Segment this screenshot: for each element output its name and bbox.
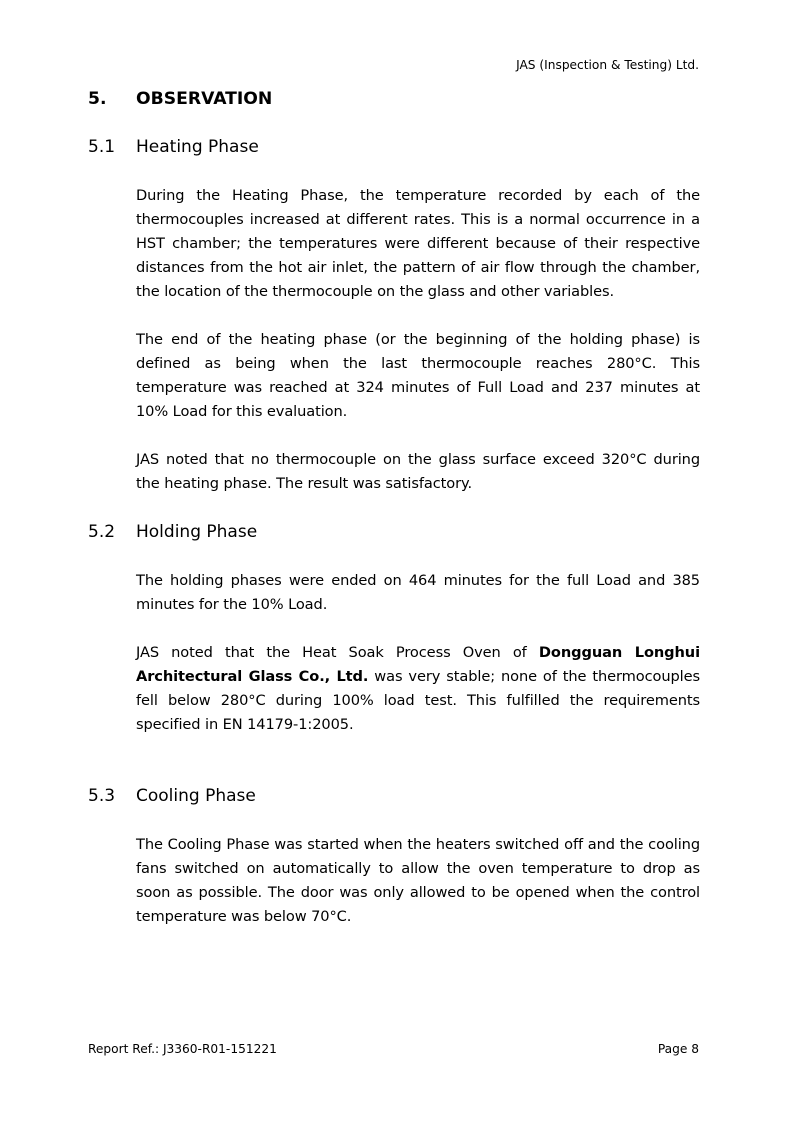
footer-report-ref: Report Ref.: J3360-R01-151221 — [88, 1042, 277, 1056]
subsection-title: Heating Phase — [136, 137, 259, 157]
section-heading — [88, 88, 272, 110]
subsection-holding-heading — [88, 521, 257, 543]
subsection-number: 5.1 — [88, 137, 116, 157]
subsection-number: 5.3 — [88, 786, 116, 806]
section-title: OBSERVATION — [136, 89, 273, 109]
subsection-cooling-heading — [88, 785, 256, 807]
page-header-company: JAS (Inspection & Testing) Ltd. — [516, 58, 699, 72]
subsection-title: Cooling Phase — [136, 786, 256, 806]
cooling-paragraph-1: The Cooling Phase was started when the heaters switched off and the cooling fans switched on automatically to allow the oven temperature to drop as soon as possible. The door was only allowed to be opened when the control temperature was below 70°C. — [136, 836, 700, 925]
holding-paragraph-2-text-before: JAS noted that the Heat Soak Process Oven of — [136, 644, 539, 661]
holding-paragraph-2 — [136, 641, 700, 737]
heating-paragraph-1: During the Heating Phase, the temperature recorded by each of the thermocouples increased at different rates. This is a normal occurrence in a HST chamber; the temperatures were different because of their respective distances from the hot air inlet, the pattern of air flow through the chamber, the location of the thermocouple on the glass and other variables. — [136, 187, 700, 300]
company-name-bold: Dongguan Longhui Architectural Glass Co., Ltd. — [136, 644, 700, 685]
holding-paragraph-1: The holding phases were ended on 464 minutes for the full Load and 385 minutes for the 10% Load. — [136, 572, 700, 613]
subsection-title: Holding Phase — [136, 522, 258, 542]
holding-paragraph-2-text-after: was very stable; none of the thermocouples fell below 280°C during 100% load test. This fulfilled the requirements specified in EN 14179-1:2005. — [136, 668, 700, 733]
heating-paragraph-2: The end of the heating phase (or the beginning of the holding phase) is defined as being when the last thermocouple reaches 280°C. This temperature was reached at 324 minutes of Full Load and 237 minutes at 10% Load for this evaluation. — [136, 331, 700, 420]
heating-paragraph-3: JAS noted that no thermocouple on the glass surface exceed 320°C during the heating phase. The result was satisfactory. — [136, 451, 700, 492]
section-number: 5. — [88, 89, 107, 109]
subsection-heating-heading — [88, 136, 259, 158]
footer-page-number: Page 8 — [657, 1042, 699, 1056]
subsection-number: 5.2 — [88, 522, 116, 542]
